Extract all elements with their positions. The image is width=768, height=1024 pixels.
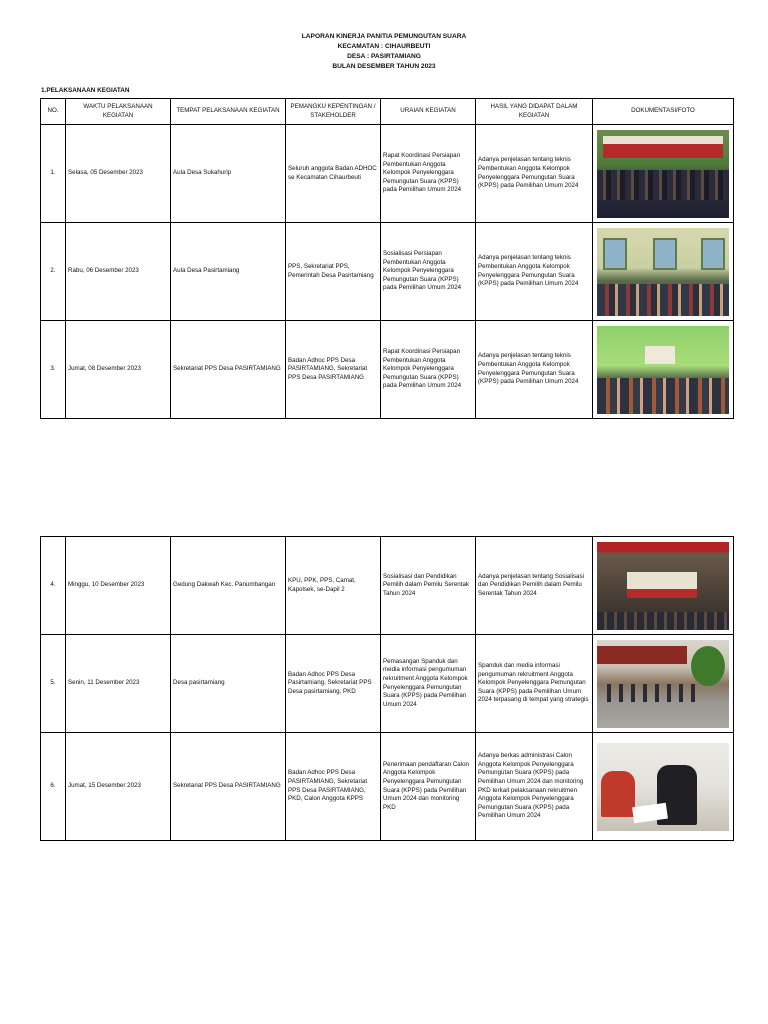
cell-photo bbox=[593, 733, 734, 841]
cell-hasil: Adanya penjelasan tentang teknis Pembentukan Anggota Kelompok Penyelenggara Pemungutan Suara (KPPS) pada Pemilihan Umum 2024 bbox=[476, 125, 593, 223]
cell-uraian: Sosialisasi Persiapan Pembentukan Anggota Kelompok Penyelenggara Pemungutan Suara (KPPS) pada Pemilihan Umum 2024 bbox=[381, 223, 476, 321]
screen-graphic bbox=[627, 572, 697, 598]
cell-tempat: Sekretariat PPS Desa PASIRTAMIANG bbox=[171, 321, 286, 419]
hall-photo bbox=[597, 542, 729, 630]
cell-photo bbox=[593, 537, 734, 635]
crowd-graphic bbox=[597, 170, 729, 200]
registration-photo bbox=[597, 743, 729, 831]
cell-hasil: Adanya penjelasan tentang Sosialisasi dan Pendidikan Pemilih dalam Pemilu Serentak Tahun 2024 bbox=[476, 537, 593, 635]
cell-stakeholder: Seluruh anggota Badan ADHOC se Kecamatan Cihaurbeuti bbox=[286, 125, 381, 223]
roof-graphic bbox=[597, 646, 687, 664]
cell-no: 2. bbox=[41, 223, 66, 321]
table-row bbox=[41, 321, 734, 419]
report-title: LAPORAN KINERJA PANITIA PEMUNGUTAN SUARA bbox=[301, 33, 467, 40]
cell-waktu: Rabu, 06 Desember 2023 bbox=[66, 223, 171, 321]
cell-hasil: Adanya berkas administrasi Calon Anggota Kelompok Penyelenggara Pemungutan Suara (KPPS) pada Pemilihan Umum 2024 dan monitoring PKD terkait pelaksanaan rekruitmen Anggota Kelompok Penyelenggara Pemungutan Suara (KPPS) pada Pemilihan Umum 2024 bbox=[476, 733, 593, 841]
report-header bbox=[0, 32, 768, 72]
col-header-stakeholder: PEMANGKU KEPENTINGAN / STAKEHOLDER bbox=[286, 99, 381, 125]
cell-no: 1. bbox=[41, 125, 66, 223]
table-row bbox=[41, 537, 734, 635]
cell-no: 5. bbox=[41, 635, 66, 733]
tree-graphic bbox=[691, 646, 725, 686]
cell-waktu: Jumat, 08 Desember 2023 bbox=[66, 321, 171, 419]
cell-no: 6. bbox=[41, 733, 66, 841]
cell-stakeholder: Badan Adhoc PPS Desa Pasirtamiang, Sekretariat PPS Desa pasirtamiang, PKD bbox=[286, 635, 381, 733]
banner-installation-photo bbox=[597, 640, 729, 728]
cell-tempat: Sekretariat PPS Desa PASIRTAMIANG bbox=[171, 733, 286, 841]
cell-waktu: Jumat, 15 Desember 2023 bbox=[66, 733, 171, 841]
person-graphic bbox=[601, 771, 635, 817]
col-header-uraian: URAIAN KEGIATAN bbox=[381, 99, 476, 125]
cell-tempat: Gedung Dakwah Kec. Panumbangan bbox=[171, 537, 286, 635]
section-title: 1.PELAKSANAAN KEGIATAN bbox=[41, 87, 130, 94]
meeting-photo bbox=[597, 130, 729, 218]
secretariat-meeting-photo bbox=[597, 326, 729, 414]
report-desa: DESA : PASIRTAMIANG bbox=[347, 53, 421, 60]
cell-hasil: Adanya penjelasan tentang teknis Pembentukan Anggota Kelompok Penyelenggara Pemungutan Suara (KPPS) pada Pemilihan Umum 2024 bbox=[476, 321, 593, 419]
cell-no: 3. bbox=[41, 321, 66, 419]
cell-hasil: Spanduk dan media informasi pengumuman rekruitment Anggota Kelompok Penyelenggara Pemungutan Suara (KPPS) pada Pemilihan Umum 2024 terpasang di tempat yang strategis bbox=[476, 635, 593, 733]
activity-table-part1 bbox=[40, 98, 734, 419]
col-header-waktu: WAKTU PELAKSANAAN KEGIATAN bbox=[66, 99, 171, 125]
cell-uraian: Rapat Koordinasi Persiapan Pembentukan Anggota Kelompok Penyelenggara Pemungutan Suara (KPPS) pada Pemilihan Umum 2024 bbox=[381, 125, 476, 223]
table-row bbox=[41, 223, 734, 321]
col-header-no: NO. bbox=[41, 99, 66, 125]
report-period: BULAN DESEMBER TAHUN 2023 bbox=[332, 63, 436, 70]
cell-stakeholder: Badan Adhoc PPS Desa PASIRTAMIANG, Sekretariat PPS Desa PASIRTAMIANG bbox=[286, 321, 381, 419]
audience-graphic bbox=[597, 284, 729, 316]
cell-hasil: Adanya penjelasan tentang teknis Pembentukan Anggota Kelompok Penyelenggara Pemungutan Suara (KPPS) pada Pemilihan Umum 2024 bbox=[476, 223, 593, 321]
cell-photo bbox=[593, 223, 734, 321]
cell-uraian: Pemasangan Spanduk dan media informasi pengumuman rekruitment Anggota Kelompok Penyelenggara Pemungutan Suara (KPPS) pada Pemilihan Umum 2024 bbox=[381, 635, 476, 733]
cell-tempat: Aula Desa Sukahurip bbox=[171, 125, 286, 223]
cell-stakeholder: KPU, PPK, PPS, Camat, Kapolsek, se-Dapil 2 bbox=[286, 537, 381, 635]
banner-graphic bbox=[603, 136, 723, 158]
attendees-graphic bbox=[597, 378, 729, 414]
cell-uraian: Penerimaan pendaftaran Calon Anggota Kelompok Penyelenggara Pemungutan Suara (KPPS) pada Pemilihan Umum 2024 dan monitoring PKD bbox=[381, 733, 476, 841]
col-header-hasil: HASIL YANG DIDAPAT DALAM KEGIATAN bbox=[476, 99, 593, 125]
cell-waktu: Minggu, 10 Desember 2023 bbox=[66, 537, 171, 635]
board-graphic bbox=[645, 346, 675, 364]
table-row bbox=[41, 733, 734, 841]
cell-photo bbox=[593, 321, 734, 419]
cell-uraian: Sosialisasi dan Pendidikan Pemilih dalam Pemilu Serentak Tahun 2024 bbox=[381, 537, 476, 635]
report-kecamatan: KECAMATAN : CIHAURBEUTI bbox=[337, 43, 431, 50]
col-header-foto: DOKUMENTASI/FOTO bbox=[593, 99, 734, 125]
cell-stakeholder: Badan Adhoc PPS Desa PASIRTAMIANG, Sekretariat PPS Desa PASIRTAMIANG, PKD, Calon Anggota KPPS bbox=[286, 733, 381, 841]
classroom-photo bbox=[597, 228, 729, 316]
cell-no: 4. bbox=[41, 537, 66, 635]
cell-stakeholder: PPS, Sekretariat PPS, Pemerintah Desa Pasirtamiang bbox=[286, 223, 381, 321]
table-row bbox=[41, 635, 734, 733]
cell-tempat: Aula Desa Pasirtamiang bbox=[171, 223, 286, 321]
people-graphic bbox=[607, 684, 699, 702]
cell-photo bbox=[593, 125, 734, 223]
audience-graphic bbox=[597, 612, 729, 630]
table-header-row bbox=[41, 99, 734, 125]
activity-table-part2 bbox=[40, 536, 734, 841]
table-row bbox=[41, 125, 734, 223]
cell-waktu: Selasa, 05 Desember 2023 bbox=[66, 125, 171, 223]
cell-tempat: Desa pasirtamiang bbox=[171, 635, 286, 733]
cell-photo bbox=[593, 635, 734, 733]
col-header-tempat: TEMPAT PELAKSANAAN KEGIATAN bbox=[171, 99, 286, 125]
cell-waktu: Senin, 11 Desember 2023 bbox=[66, 635, 171, 733]
cell-uraian: Rapat Koordinasi Persiapan Pembentukan Anggota Kelompok Penyelenggara Pemungutan Suara (KPPS) pada Pemilihan Umum 2024 bbox=[381, 321, 476, 419]
